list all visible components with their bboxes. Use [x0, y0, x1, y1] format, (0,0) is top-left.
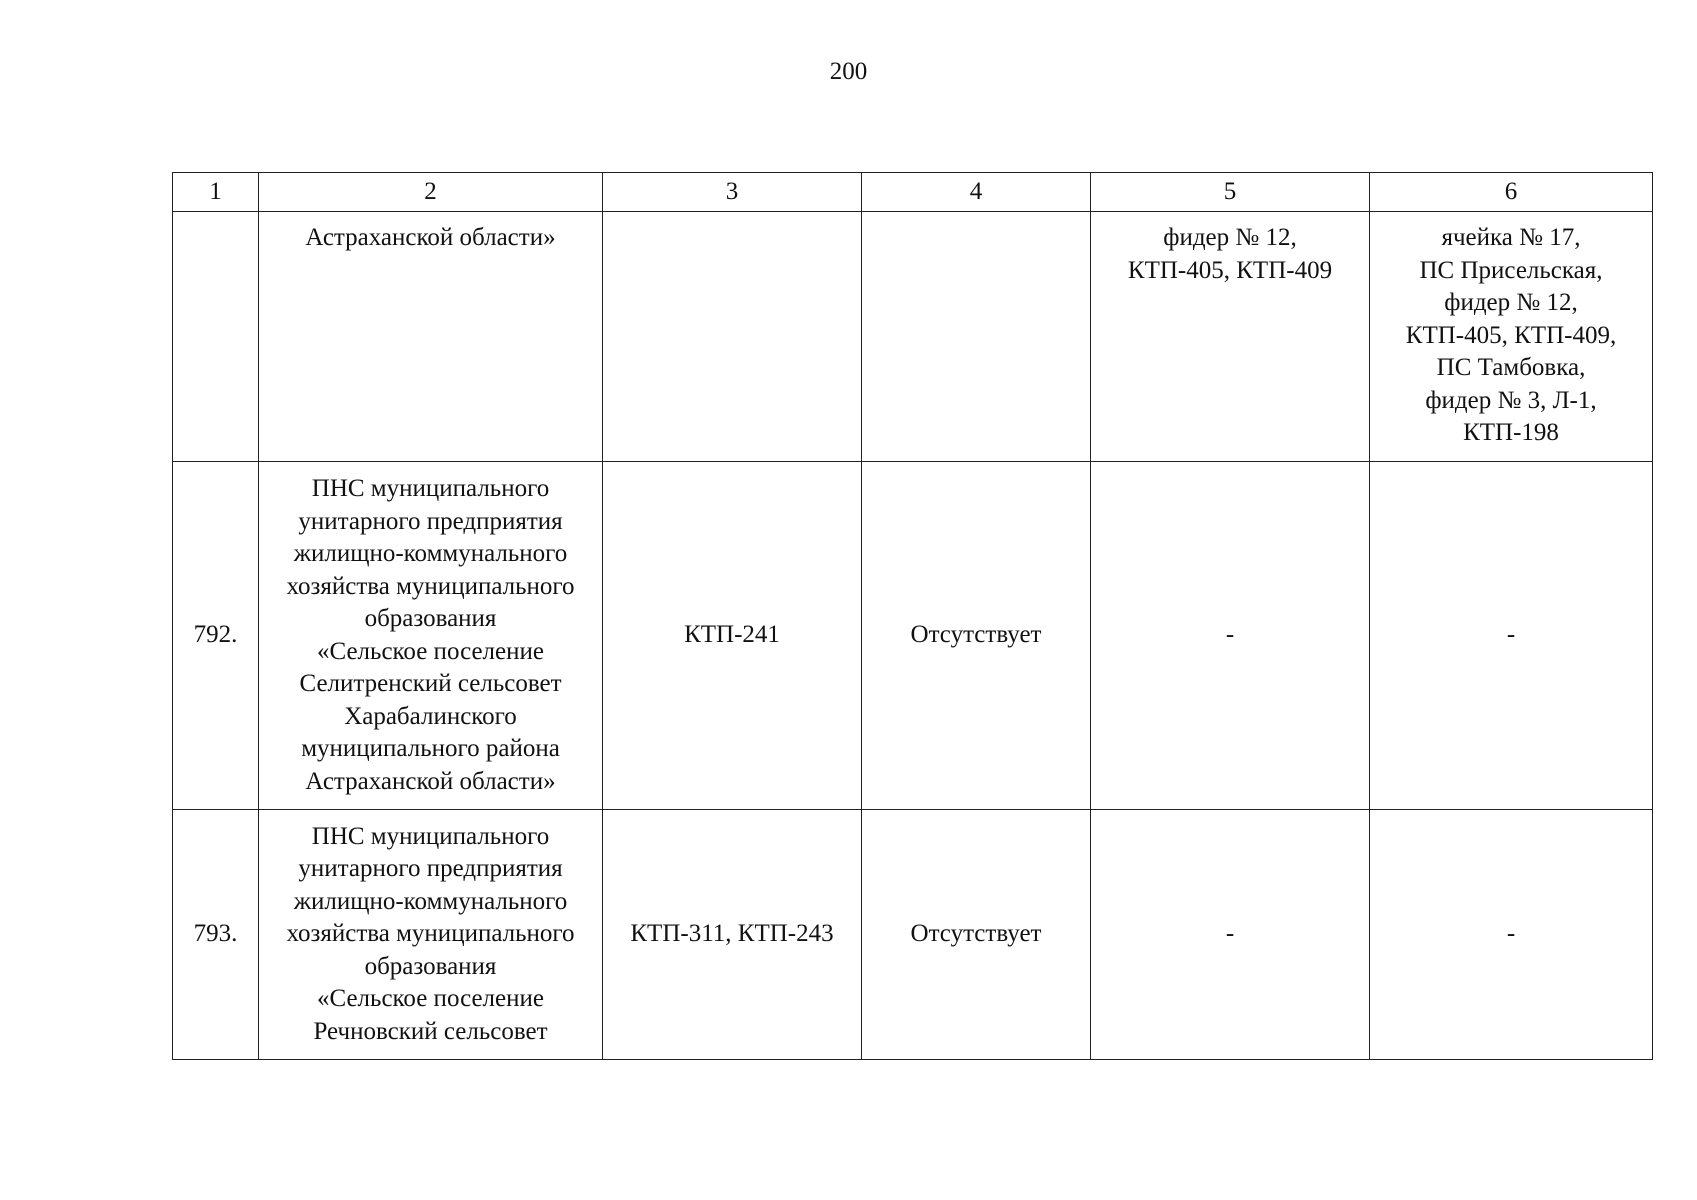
column-5-cell: фидер № 12, КТП-405, КТП-409 — [1091, 212, 1370, 462]
column-6-cell: - — [1370, 810, 1653, 1060]
header-row — [173, 173, 1653, 212]
column-6-cell: - — [1370, 462, 1653, 810]
table-row — [173, 212, 1653, 462]
table-row — [173, 810, 1653, 1060]
row-number-cell — [173, 212, 259, 462]
transformer-cell — [603, 212, 862, 462]
row-number-cell: 792. — [173, 462, 259, 810]
column-5-cell: - — [1091, 462, 1370, 810]
column-5-cell: - — [1091, 810, 1370, 1060]
column-header: 1 — [173, 173, 259, 212]
object-name-cell: ПНС муниципального унитарного предприятия жилищно-коммунального хозяйства муниципального образования «Сельское поселение Селитренский сельсовет Харабалинского муниципального района Астраханской области» — [259, 462, 603, 810]
column-header: 6 — [1370, 173, 1653, 212]
row-number-cell: 793. — [173, 810, 259, 1060]
status-cell — [862, 212, 1091, 462]
column-header: 3 — [603, 173, 862, 212]
column-header: 4 — [862, 173, 1091, 212]
transformer-cell: КТП-241 — [603, 462, 862, 810]
column-6-cell: ячейка № 17, ПС Присельская, фидер № 12, КТП-405, КТП-409, ПС Тамбовка, фидер № 3, Л-1, КТП-198 — [1370, 212, 1653, 462]
status-cell: Отсутствует — [862, 462, 1091, 810]
object-name-cell: ПНС муниципального унитарного предприятия жилищно-коммунального хозяйства муниципального образования «Сельское поселение Речновский сельсовет — [259, 810, 603, 1060]
table-row — [173, 462, 1653, 810]
column-header: 5 — [1091, 173, 1370, 212]
status-cell: Отсутствует — [862, 810, 1091, 1060]
transformer-cell: КТП-311, КТП-243 — [603, 810, 862, 1060]
page-number: 200 — [829, 58, 868, 85]
object-name-cell: Астраханской области» — [259, 212, 603, 462]
column-header: 2 — [259, 173, 603, 212]
registry-table — [172, 172, 1653, 1060]
